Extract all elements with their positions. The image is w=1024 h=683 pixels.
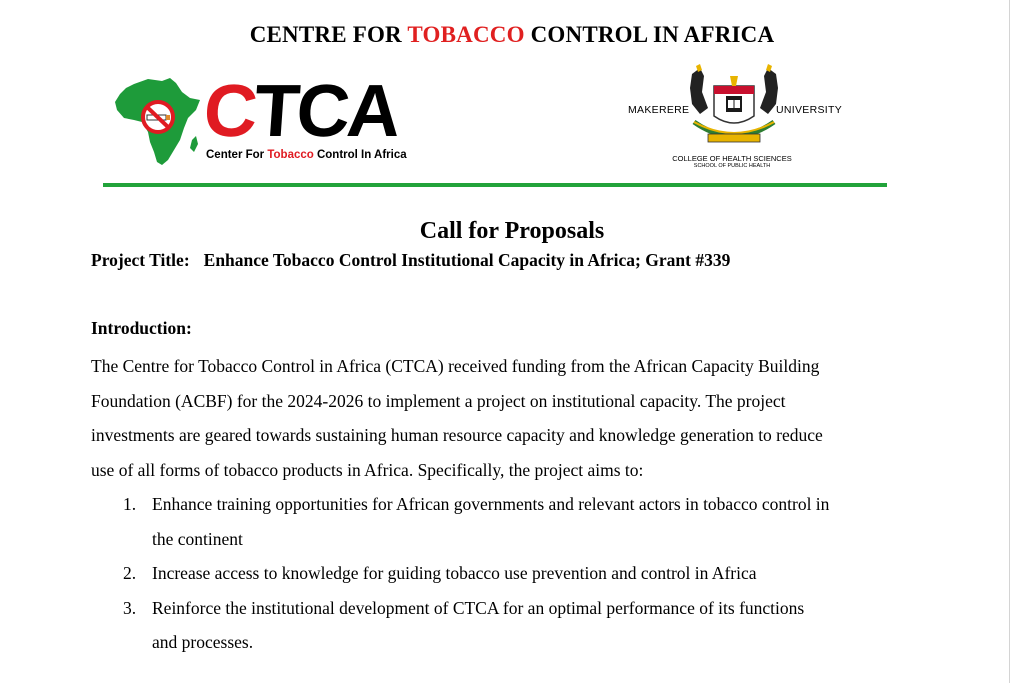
makerere-right-word: UNIVERSITY xyxy=(776,104,843,116)
list-item-text: the continent xyxy=(152,528,243,549)
tagline-part-1: Center For xyxy=(206,149,268,161)
list-item-text: Enhance training opportunities for African governments and relevant actors in tobacco control in xyxy=(152,494,830,514)
list-item xyxy=(91,556,951,591)
ctca-logo xyxy=(112,70,412,170)
africa-map-no-smoking-icon xyxy=(112,70,204,170)
makerere-logo xyxy=(624,64,844,178)
list-item-text: and processes. xyxy=(152,632,254,652)
project-title-value: Enhance Tobacco Control Institutional Capacity in Africa; Grant #339 xyxy=(203,250,731,270)
header-divider xyxy=(103,183,887,187)
title-highlight: TOBACCO xyxy=(407,22,525,47)
intro-line: investments are geared towards sustaining human resource capacity and knowledge generation to reduce xyxy=(91,425,823,445)
wordmark-rest: TCA xyxy=(251,69,401,152)
list-item-number: 1. xyxy=(123,494,137,514)
list-item xyxy=(91,591,951,660)
document-heading: Call for Proposals xyxy=(419,218,605,244)
introduction-heading: Introduction: xyxy=(91,318,192,338)
college-name: COLLEGE OF HEALTH SCIENCES xyxy=(672,154,792,163)
wordmark-first-letter: C xyxy=(201,69,258,152)
school-name: SCHOOL OF PUBLIC HEALTH xyxy=(693,163,771,169)
title-part-1: CENTRE FOR xyxy=(249,22,408,47)
title-part-2: CONTROL IN AFRICA xyxy=(524,22,775,47)
makerere-left-word: MAKERERE xyxy=(628,104,690,116)
list-item-text: Increase access to knowledge for guiding tobacco use prevention and control in Africa xyxy=(152,563,757,583)
intro-line: The Centre for Tobacco Control in Africa (CTCA) received funding from the African Capacity Building xyxy=(91,356,820,376)
list-item-text: Reinforce the institutional development of CTCA for an optimal performance of its functions xyxy=(152,597,805,618)
project-title-line xyxy=(91,250,730,271)
tagline-part-2: Control In Africa xyxy=(313,149,407,161)
introduction-paragraph xyxy=(91,349,941,487)
ctca-tagline xyxy=(206,149,407,161)
tagline-highlight: Tobacco xyxy=(267,149,314,161)
list-item-number: 2. xyxy=(123,563,137,583)
project-aims-list xyxy=(91,487,951,660)
project-title-label: Project Title: xyxy=(91,250,190,270)
intro-line: Foundation (ACBF) for the 2024-2026 to implement a project on institutional capacity. The project xyxy=(91,390,786,411)
list-item xyxy=(91,487,951,556)
intro-line: use of all forms of tobacco products in Africa. Specifically, the project aims to: xyxy=(91,459,644,480)
ctca-wordmark xyxy=(201,69,401,152)
list-item-number: 3. xyxy=(123,597,137,618)
page-edge xyxy=(1009,0,1010,683)
organization-title xyxy=(0,22,1024,48)
